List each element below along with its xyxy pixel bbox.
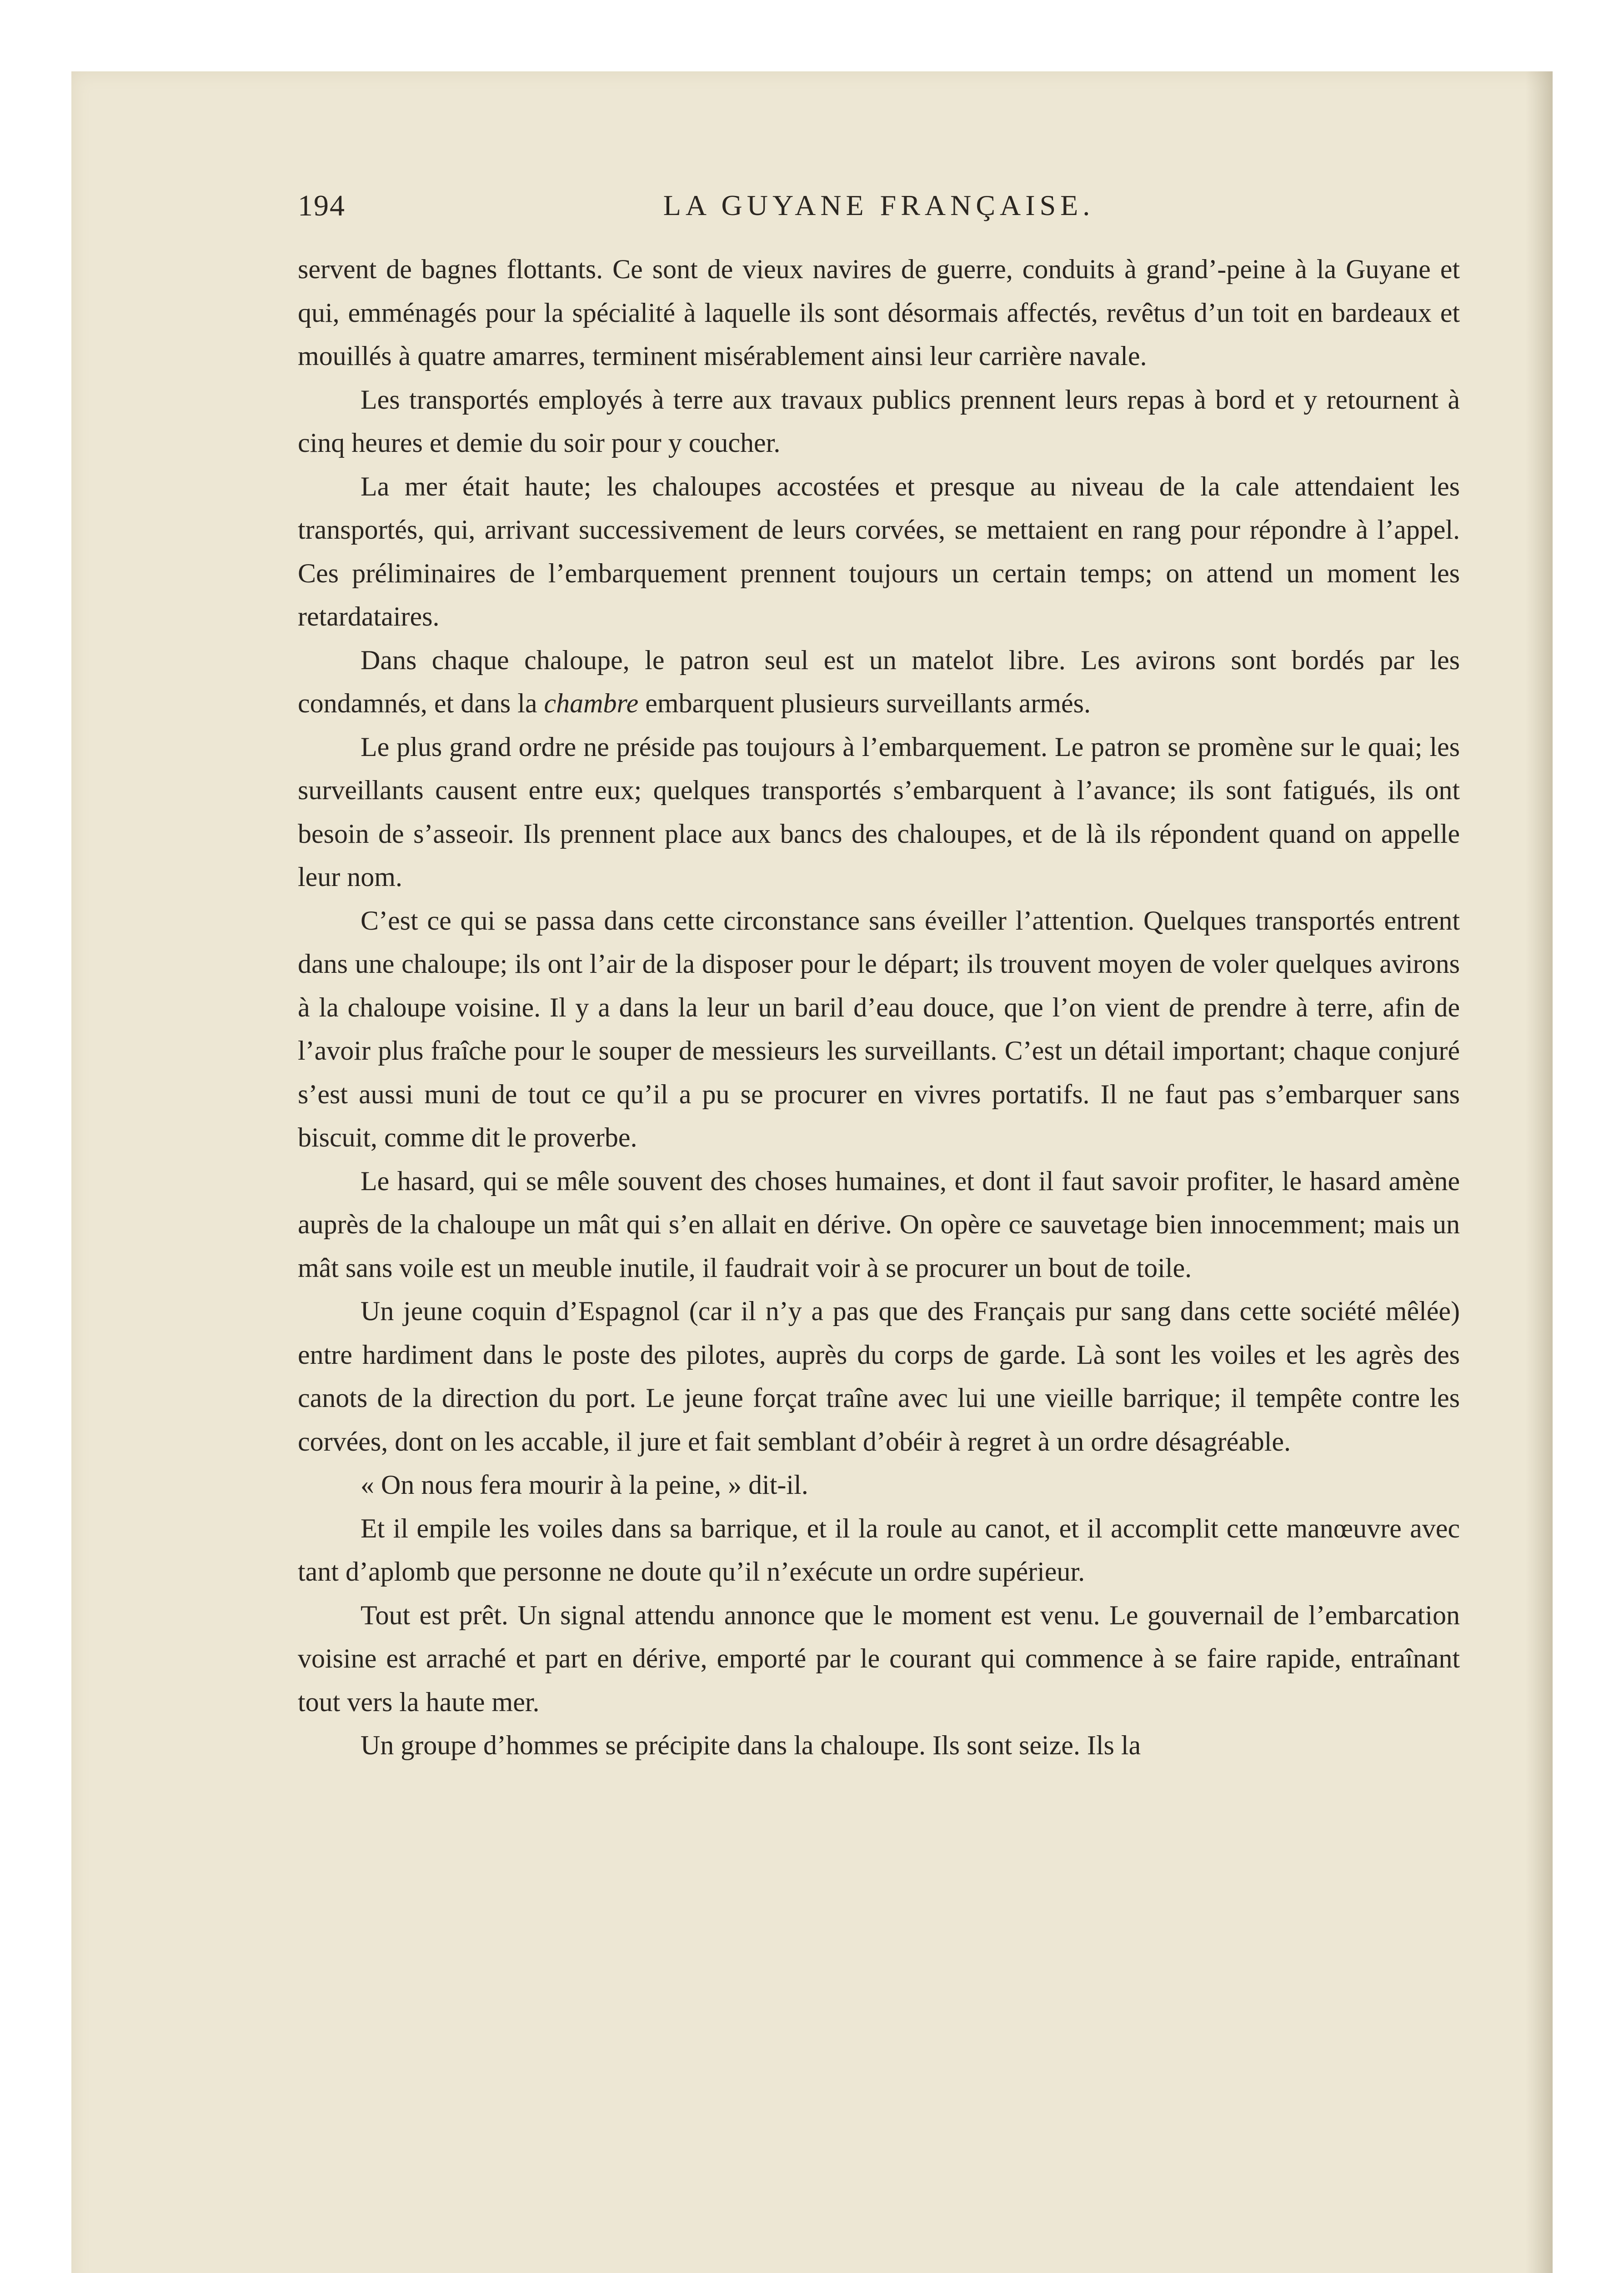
paragraph-4-after: embarquent plusieurs surveillants armés. (638, 688, 1091, 718)
body-text (298, 248, 1460, 1767)
paragraph-11: Tout est prêt. Un signal attendu annonce que le moment est venu. Le gouvernail de l’embarcation voisine est arraché et part en dérive, emporté par le courant qui commence à se faire rapide, entraînant tout vers la haute mer. (298, 1600, 1460, 1717)
paragraph-9: « On nous fera mourir à la peine, » dit-il. (361, 1470, 808, 1500)
paragraph-5: Le plus grand ordre ne préside pas toujours à l’embarquement. Le patron se promène sur le quai; les surveillants causent entre eux; quelques transportés s’embarquent à l’avance; ils sont fatigués, ils ont besoin de s’asseoir. Ils prennent place aux bancs des chaloupes, et de là ils répondent quand on appelle leur nom. (298, 731, 1460, 892)
page-header (298, 189, 1460, 239)
running-title: LA GUYANE FRANÇAISE. (663, 189, 1095, 221)
paragraph-3: La mer était haute; les chaloupes accostées et presque au niveau de la cale attendaient les transportés, qui, arrivant successivement de leurs corvées, se mettaient en rang pour répondre à l’appel. Ces préliminaires de l’embarquement prennent toujours un certain temps; on attend un moment les retardataires. (298, 471, 1460, 631)
page-number: 194 (298, 189, 346, 222)
italic-word-chambre: chambre (544, 688, 639, 718)
paragraph-6: C’est ce qui se passa dans cette circonstance sans éveiller l’attention. Quelques transportés entrent dans une chaloupe; ils ont l’air de la disposer pour le départ; ils trouvent moyen de voler quelques avirons à la chaloupe voisine. Il y a dans la leur un baril d’eau douce, que l’on vient de prendre à terre, afin de l’avoir plus fraîche pour le souper de messieurs les surveillants. C’est un détail important; chaque conjuré s’est aussi muni de tout ce qu’il a pu se procurer en vivres portatifs. Il ne faut pas s’embarquer sans biscuit, comme dit le proverbe. (298, 905, 1460, 1152)
page-edge-shadow (1525, 71, 1553, 2273)
paragraph-10: Et il empile les voiles dans sa barrique, et il la roule au canot, et il accomplit cette manœuvre avec tant d’aplomb que personne ne doute qu’il n’exécute un ordre supérieur. (298, 1513, 1460, 1587)
paragraph-1: servent de bagnes flottants. Ce sont de vieux navires de guerre, conduits à grand’-peine à la Guyane et qui, emménagés pour la spécialité à laquelle ils sont désormais affectés, revêtus d’un toit en bardeaux et mouillés à quatre amarres, terminent misérablement ainsi leur carrière navale. (298, 254, 1460, 371)
paragraph-12: Un groupe d’hommes se précipite dans la chaloupe. Ils sont seize. Ils la (361, 1730, 1141, 1760)
paragraph-8: Un jeune coquin d’Espagnol (car il n’y a pas que des Français pur sang dans cette société mêlée) entre hardiment dans le poste des pilotes, auprès du corps de garde. Là sont les voiles et les agrès des canots de la direction du port. Le jeune forçat traîne avec lui une vieille barrique; il tempête contre les corvées, dont on les accable, il jure et fait semblant d’obéir à regret à un ordre désagréable. (298, 1296, 1460, 1457)
paragraph-7: Le hasard, qui se mêle souvent des choses humaines, et dont il faut savoir profiter, le hasard amène auprès de la chaloupe un mât qui s’en allait en dérive. On opère ce sauvetage bien innocemment; mais un mât sans voile est un meuble inutile, il faudrait voir à se procurer un bout de toile. (298, 1166, 1460, 1283)
paragraph-4 (298, 639, 1460, 726)
paragraph-2: Les transportés employés à terre aux travaux publics prennent leurs repas à bord et y retournent à cinq heures et demie du soir pour y coucher. (298, 384, 1460, 458)
paragraph-4-before: Dans chaque chaloupe, le patron seul est un matelot libre. Les avirons sont bordés par les condamnés, et dans la (298, 645, 1460, 718)
